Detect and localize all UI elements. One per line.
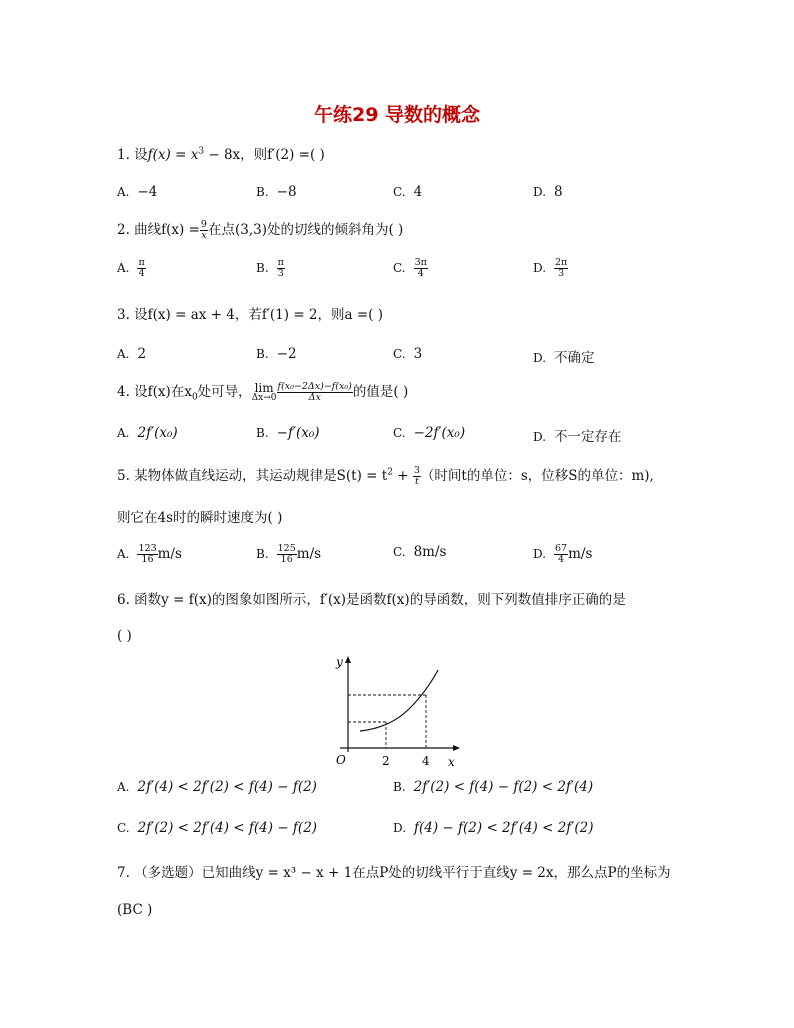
q5-prefix: 5. 某物体做直线运动，其运动规律是S(t) = t [117,468,388,484]
q4-mid: 处可导， [197,384,252,400]
fraction-numerator: 3π [414,257,427,268]
q2-prefix: 2. 曲线f(x) = [117,222,200,238]
question-5-stem-line2: 则它在4s时的瞬时速度为( ) [117,510,283,526]
q4-prefix: 4. 设f(x)在x [117,384,192,400]
function-graph [330,652,470,772]
option-text: 2f′(2) < f(4) − f(2) < 2f′(4) [413,779,594,795]
fraction-denominator: 16 [141,554,154,565]
question-6-stem-line2: ( ) [117,628,132,644]
option-text: 2f′(2) < 2f′(4) < f(4) − f(2) [137,820,318,836]
option-tag: A. [117,347,130,361]
option-tag: A. [117,185,130,199]
q5-exp: 2 [387,467,393,478]
q6-option-a[interactable] [117,779,317,795]
option-tag: C. [393,347,406,361]
fraction-numerator: 67 [555,543,568,554]
limit-word: lim [254,380,274,395]
q3-option-a[interactable] [117,346,146,362]
fraction-numerator: 3 [413,465,420,476]
option-tag: D. [533,351,547,365]
q2-option-c[interactable] [393,258,428,279]
option-text: 8 [554,184,563,200]
fraction-numerator: π [277,257,284,268]
q5-option-c[interactable] [393,544,446,560]
q2-option-b[interactable] [256,258,285,279]
option-tag: B. [256,185,269,199]
q1-tail: − 8x，则f′(2) =( ) [204,147,325,163]
q4-option-a[interactable] [117,425,178,441]
option-fraction [554,258,568,279]
option-tag: C. [393,185,406,199]
fraction-denominator: 3 [558,268,565,279]
option-text: −2f′(x₀) [413,425,466,441]
q1-option-a[interactable] [117,184,157,200]
q2-fraction [200,220,208,241]
q1-option-d[interactable] [533,184,563,200]
y-axis-arrow [345,656,351,663]
option-fraction [554,544,568,565]
option-tag: D. [393,821,407,835]
option-tag: D. [533,547,547,561]
question-7-stem-line2: (BC ) [117,902,153,918]
fraction-numerator: π [138,257,145,268]
option-fraction [414,258,428,279]
option-tag: B. [393,780,406,794]
fraction-numerator: 2π [555,257,568,268]
question-1-stem [117,143,325,163]
q6-option-c[interactable] [117,820,317,836]
option-tag: B. [256,547,269,561]
question-2-stem [117,218,403,241]
option-tag: B. [256,426,269,440]
option-text: 4 [413,184,423,200]
option-text: −f′(x₀) [276,425,320,441]
fraction-denominator: 4 [417,268,424,279]
q3-option-c[interactable] [393,346,422,362]
option-tag: B. [256,261,269,275]
y-axis-label: y [336,655,343,669]
page-title: 午练29 导数的概念 [313,104,481,126]
q6-option-b[interactable] [393,779,593,795]
option-fraction [137,544,157,565]
fraction-denominator: 16 [280,554,293,565]
option-tag: B. [256,347,269,361]
option-tag: C. [393,545,406,559]
q4-subscript: 0 [191,392,198,403]
origin-label: O [336,753,346,767]
fraction-denominator: Δx [308,392,321,403]
option-tag: D. [533,430,547,444]
option-unit: m/s [568,546,593,562]
fraction-numerator: 123 [138,543,157,554]
q2-tail: 在点(3,3)处的切线的倾斜角为( ) [207,222,404,238]
option-tag: C. [393,426,406,440]
option-text: 8m/s [413,544,447,560]
question-4-stem [117,380,408,403]
question-5-stem-line1 [117,464,654,487]
option-text: f(4) − f(2) < 2f′(4) < 2f′(2) [414,820,594,836]
tick-label-4: 4 [422,754,430,768]
q4-tail: 的值是( ) [352,384,409,400]
option-text: 不确定 [554,350,595,366]
q1-exp: 3 [198,146,205,157]
option-tag: A. [117,261,130,275]
q5-option-a[interactable] [117,544,182,565]
limit-subscript: Δx→0 [251,392,277,403]
q1-option-c[interactable] [393,184,422,200]
option-text: 2 [137,346,147,362]
option-fraction [277,258,285,279]
option-fraction [137,258,145,279]
q2-option-d[interactable] [533,258,568,279]
option-text: 2f′(x₀) [137,425,178,441]
fraction-denominator: 4 [558,554,565,565]
option-tag: C. [393,261,406,275]
question-7-stem-line1: 7. （多选题）已知曲线y = x³ − x + 1在点P处的切线平行于直线y = 2x，那么点P的坐标为 [117,865,671,881]
q5-fraction [413,466,421,487]
q1-option-b[interactable] [256,184,297,200]
fraction-numerator: f(x₀−2Δx)−f(x₀) [277,381,352,392]
q5-tail: （时间t的单位：s，位移S的单位：m), [420,468,654,484]
fraction-denominator: 4 [138,268,145,279]
x-axis-arrow [453,745,460,751]
option-tag: D. [533,261,547,275]
q2-option-a[interactable] [117,258,146,279]
fraction-denominator: t [414,476,419,487]
q3-option-d[interactable] [533,346,595,366]
option-tag: A. [117,547,130,561]
option-unit: m/s [296,546,322,562]
q5-option-b[interactable] [256,544,321,565]
option-tag: A. [117,426,130,440]
q6-option-d[interactable] [393,820,593,836]
q1-func: f(x) = x [147,147,199,163]
option-text: −8 [276,184,297,200]
question-6-stem-line1: 6. 函数y = f(x)的图象如图所示，f′(x)是函数f(x)的导函数，则下列数值排序正确的是 [117,592,626,608]
x-axis-label: x [448,755,455,769]
option-text: −4 [137,184,158,200]
q5-plus: + [392,468,413,484]
q4-option-d[interactable] [533,425,622,445]
option-text: 2f′(4) < 2f′(2) < f(4) − f(2) [137,779,317,795]
fraction-numerator: 9 [200,219,207,230]
option-tag: A. [117,780,130,794]
q5-option-d[interactable] [533,544,592,565]
q4-option-b[interactable] [256,425,320,441]
option-text: −2 [276,346,297,362]
option-tag: D. [533,185,547,199]
q3-option-b[interactable] [256,346,297,362]
fraction-denominator: 3 [277,268,284,279]
option-text: 3 [413,346,423,362]
q4-option-c[interactable] [393,425,465,441]
option-unit: m/s [157,546,182,562]
fraction-numerator: 125 [277,543,296,554]
question-3-stem: 3. 设f(x) = ax + 4，若f′(1) = 2，则a =( ) [117,307,383,323]
option-text: 不一定存在 [554,429,622,445]
fraction-denominator: x [201,230,207,241]
limit-operator [251,380,277,403]
option-fraction [277,544,297,565]
tick-label-2: 2 [382,754,390,768]
q4-fraction [277,382,353,403]
q1-prefix: 1. 设 [117,147,148,163]
option-tag: C. [117,821,130,835]
